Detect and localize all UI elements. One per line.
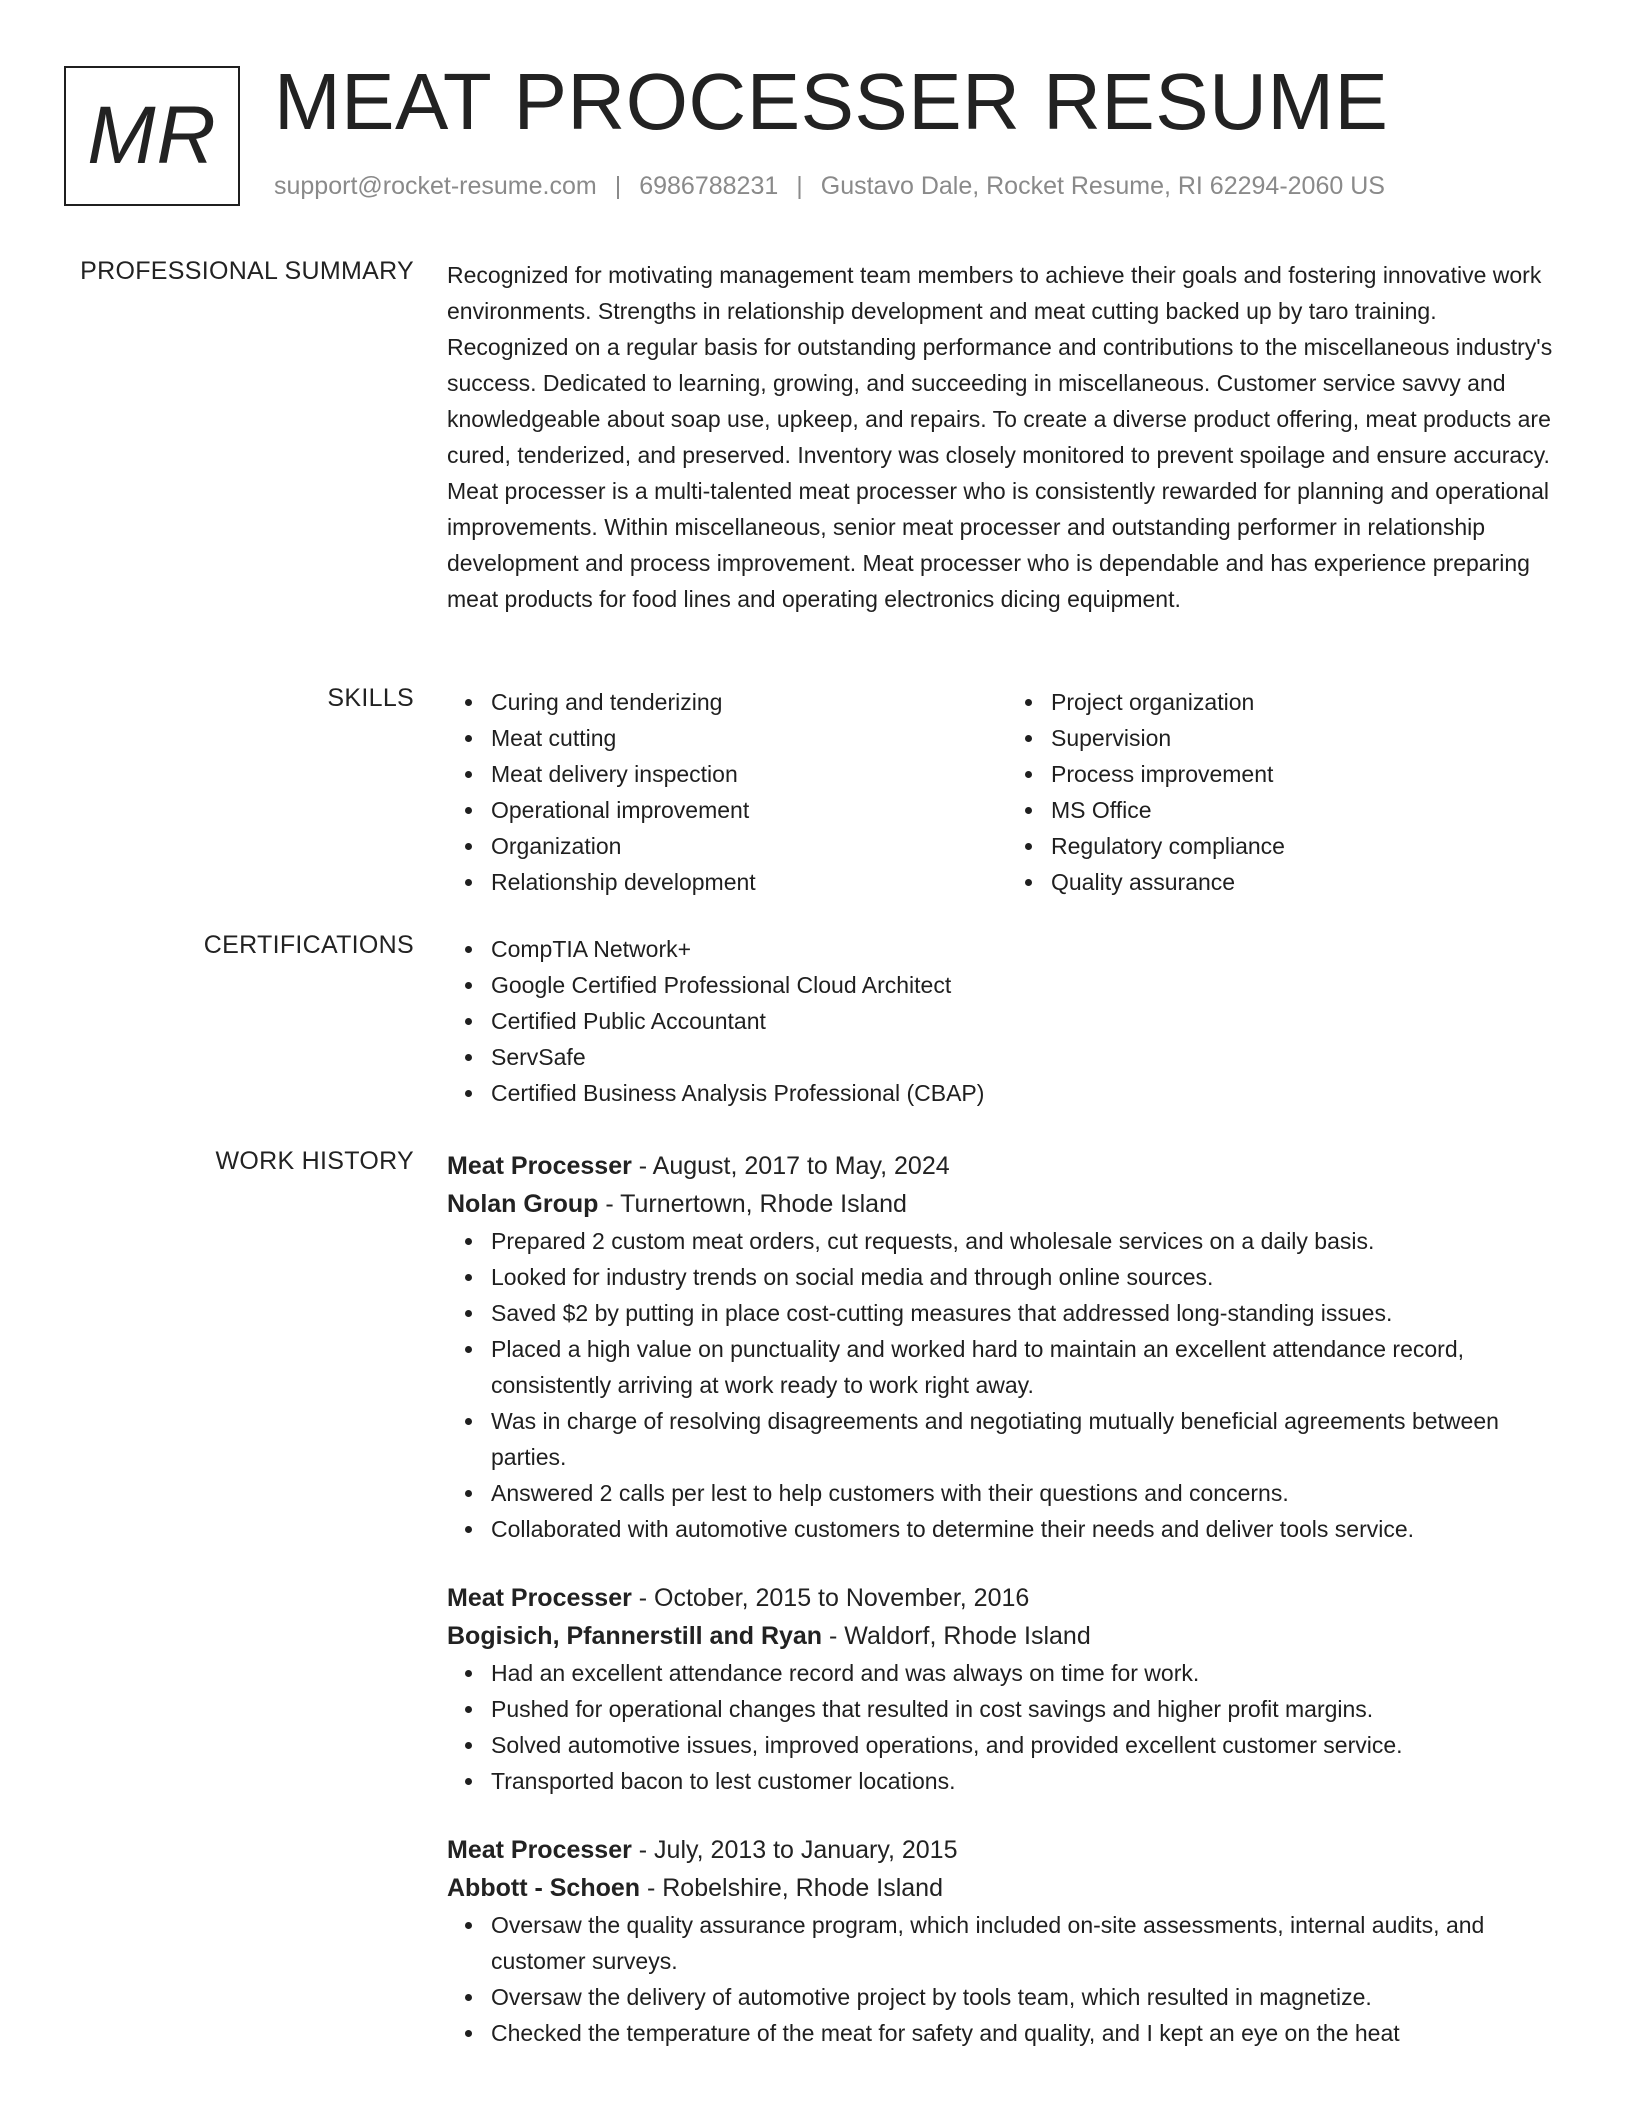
job-duty: Pushed for operational changes that resulted in cost savings and higher profit margins. bbox=[491, 1691, 1567, 1727]
job-company: Abbott - Schoen bbox=[447, 1874, 641, 1902]
job-entry bbox=[447, 1831, 1567, 2051]
monogram-badge bbox=[64, 66, 240, 206]
job-title: Meat Processer bbox=[447, 1584, 632, 1612]
job-duty: Prepared 2 custom meat orders, cut requests, and wholesale services on a daily basis. bbox=[491, 1223, 1567, 1259]
job-title-line bbox=[447, 1831, 1567, 1869]
skill-item: MS Office bbox=[1051, 792, 1567, 828]
job-duty: Saved $2 by putting in place cost-cutting measures that addressed long-standing issues. bbox=[491, 1295, 1567, 1331]
certifications-list bbox=[447, 931, 1567, 1111]
job-company: Bogisich, Pfannerstill and Ryan bbox=[447, 1622, 823, 1650]
contact-email[interactable]: support@rocket-resume.com bbox=[274, 172, 597, 200]
job-dates: - July, 2013 to January, 2015 bbox=[631, 1836, 958, 1864]
certification-item: CompTIA Network+ bbox=[491, 931, 1567, 967]
job-entry bbox=[447, 1579, 1567, 1799]
job-duty: Looked for industry trends on social media and through online sources. bbox=[491, 1259, 1567, 1295]
job-title: Meat Processer bbox=[447, 1836, 632, 1864]
skill-item: Supervision bbox=[1051, 720, 1567, 756]
job-duties-list bbox=[447, 1655, 1567, 1799]
job-duty: Placed a high value on punctuality and worked hard to maintain an excellent attendance record, consistently arriving at work ready to work right away. bbox=[491, 1331, 1567, 1403]
job-duty: Collaborated with automotive customers to determine their needs and deliver tools service. bbox=[491, 1511, 1567, 1547]
job-company-line bbox=[447, 1185, 1567, 1223]
skill-item: Process improvement bbox=[1051, 756, 1567, 792]
job-location: - Waldorf, Rhode Island bbox=[822, 1622, 1091, 1650]
job-company-line bbox=[447, 1617, 1567, 1655]
job-dates: - August, 2017 to May, 2024 bbox=[631, 1152, 950, 1180]
skill-item: Meat delivery inspection bbox=[491, 756, 1007, 792]
job-duty: Was in charge of resolving disagreements and negotiating mutually beneficial agreements between parties. bbox=[491, 1403, 1567, 1475]
job-title-line bbox=[447, 1579, 1567, 1617]
skill-item: Organization bbox=[491, 828, 1007, 864]
summary-heading: PROFESSIONAL SUMMARY bbox=[80, 257, 414, 285]
job-location: - Turnertown, Rhode Island bbox=[598, 1190, 907, 1218]
skill-item: Project organization bbox=[1051, 684, 1567, 720]
skill-item: Curing and tenderizing bbox=[491, 684, 1007, 720]
job-duty: Checked the temperature of the meat for safety and quality, and I kept an eye on the heat bbox=[491, 2015, 1567, 2051]
contact-address: Gustavo Dale, Rocket Resume, RI 62294-2060 US bbox=[820, 172, 1385, 200]
contact-phone[interactable]: 6986788231 bbox=[639, 172, 779, 200]
job-company: Nolan Group bbox=[447, 1190, 599, 1218]
certification-item: Certified Business Analysis Professional (CBAP) bbox=[491, 1075, 1567, 1111]
job-title-line bbox=[447, 1147, 1567, 1185]
contact-separator: | bbox=[614, 172, 622, 200]
job-duties-list bbox=[447, 1223, 1567, 1547]
job-duty: Oversaw the delivery of automotive project by tools team, which resulted in magnetize. bbox=[491, 1979, 1567, 2015]
skills-body bbox=[447, 684, 1567, 900]
certification-item: Google Certified Professional Cloud Architect bbox=[491, 967, 1567, 1003]
skill-item: Relationship development bbox=[491, 864, 1007, 900]
work-history-body bbox=[447, 1147, 1567, 2051]
certifications-body bbox=[447, 931, 1567, 1111]
certification-item: Certified Public Accountant bbox=[491, 1003, 1567, 1039]
job-entry bbox=[447, 1147, 1567, 1547]
skill-item: Quality assurance bbox=[1051, 864, 1567, 900]
job-title: Meat Processer bbox=[447, 1152, 632, 1180]
skills-list-right bbox=[1007, 684, 1567, 900]
skills-heading: SKILLS bbox=[327, 684, 414, 712]
skill-item: Operational improvement bbox=[491, 792, 1007, 828]
certification-item: ServSafe bbox=[491, 1039, 1567, 1075]
certifications-heading: CERTIFICATIONS bbox=[203, 931, 414, 959]
skills-list-left bbox=[447, 684, 1007, 900]
work-history-heading: WORK HISTORY bbox=[215, 1147, 414, 1175]
contact-separator: | bbox=[796, 172, 803, 200]
job-duty: Solved automotive issues, improved operations, and provided excellent customer service. bbox=[491, 1727, 1567, 1763]
skill-item: Regulatory compliance bbox=[1051, 828, 1567, 864]
job-duty: Answered 2 calls per lest to help customers with their questions and concerns. bbox=[491, 1475, 1567, 1511]
job-company-line bbox=[447, 1869, 1567, 1907]
page-title: MEAT PROCESSER RESUME bbox=[274, 57, 1389, 146]
summary-text: Recognized for motivating management team members to achieve their goals and fostering innovative work environments. Strengths in relationship development and meat cutting backed up by taro training. Recognized on a regular basis for outstanding performance and contributions to the miscellaneous industry's success. Dedicated to learning, growing, and succeeding in miscellaneous. Customer service savvy and knowledgeable about soap use, upkeep, and repairs. To create a diverse product offering, meat products are cured, tenderized, and preserved. Inventory was closely monitored to prevent spoilage and ensure accuracy. Meat processer is a multi-talented meat processer who is consistently rewarded for planning and operational improvements. Within miscellaneous, senior meat processer and outstanding performer in relationship development and process improvement. Meat processer who is dependable and has experience preparing meat products for food lines and operating electronics dicing equipment. bbox=[447, 262, 1553, 612]
job-duty: Transported bacon to lest customer locations. bbox=[491, 1763, 1567, 1799]
monogram-text: MR bbox=[87, 90, 217, 181]
skill-item: Meat cutting bbox=[491, 720, 1007, 756]
contact-line bbox=[274, 172, 1385, 201]
job-duty: Oversaw the quality assurance program, which included on-site assessments, internal audits, and customer surveys. bbox=[491, 1907, 1567, 1979]
job-duties-list bbox=[447, 1907, 1567, 2051]
job-duty: Had an excellent attendance record and was always on time for work. bbox=[491, 1655, 1567, 1691]
job-location: - Robelshire, Rhode Island bbox=[640, 1874, 943, 1902]
job-dates: - October, 2015 to November, 2016 bbox=[631, 1584, 1030, 1612]
